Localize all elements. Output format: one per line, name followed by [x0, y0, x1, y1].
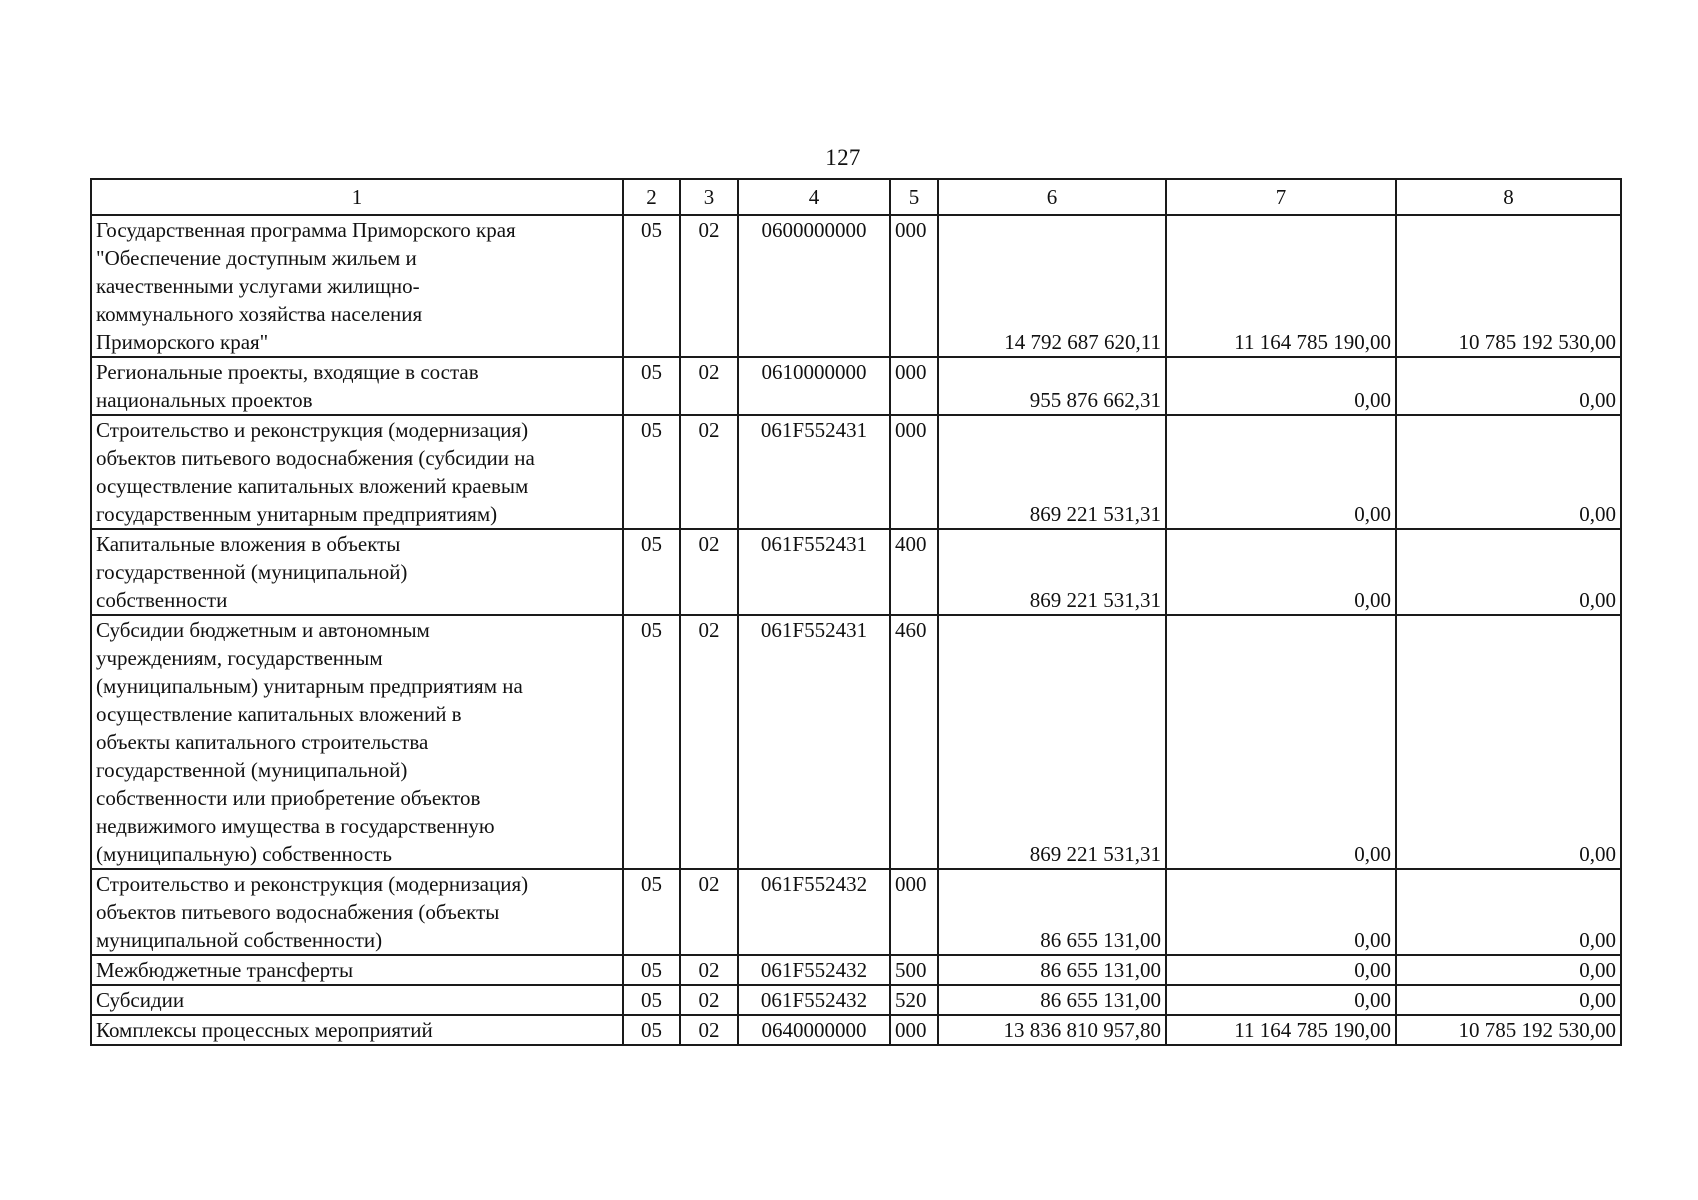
column-header: 3	[680, 179, 738, 215]
amount-year-3: 0,00	[1396, 615, 1621, 869]
column-header: 8	[1396, 179, 1621, 215]
row-name: Региональные проекты, входящие в состав национальных проектов	[91, 357, 623, 415]
column-header: 1	[91, 179, 623, 215]
subsection-code: 02	[680, 615, 738, 869]
amount-year-2: 0,00	[1166, 357, 1396, 415]
amount-year-2: 0,00	[1166, 985, 1396, 1015]
amount-year-3: 0,00	[1396, 869, 1621, 955]
table-row	[91, 215, 1621, 357]
subsection-code: 02	[680, 955, 738, 985]
page-number: 127	[825, 145, 861, 170]
subsection-code: 02	[680, 357, 738, 415]
subsection-code: 02	[680, 215, 738, 357]
amount-year-1: 13 836 810 957,80	[938, 1015, 1166, 1045]
amount-year-1: 869 221 531,31	[938, 415, 1166, 529]
table-row	[91, 869, 1621, 955]
row-name: Капитальные вложения в объекты государственной (муниципальной) собственности	[91, 529, 623, 615]
row-name: Комплексы процессных мероприятий	[91, 1015, 623, 1045]
section-code: 05	[623, 985, 680, 1015]
target-article-code: 061F552431	[738, 615, 890, 869]
budget-table	[90, 178, 1622, 1046]
table-row	[91, 955, 1621, 985]
table-row	[91, 529, 1621, 615]
row-name: Субсидии	[91, 985, 623, 1015]
expense-type-code: 000	[890, 869, 938, 955]
table-row	[91, 985, 1621, 1015]
row-name: Строительство и реконструкция (модернизация) объектов питьевого водоснабжения (объекты муниципальной собственности)	[91, 869, 623, 955]
amount-year-1: 869 221 531,31	[938, 615, 1166, 869]
amount-year-2: 0,00	[1166, 869, 1396, 955]
section-code: 05	[623, 955, 680, 985]
amount-year-1: 86 655 131,00	[938, 955, 1166, 985]
subsection-code: 02	[680, 1015, 738, 1045]
row-name: Межбюджетные трансферты	[91, 955, 623, 985]
expense-type-code: 460	[890, 615, 938, 869]
section-code: 05	[623, 1015, 680, 1045]
target-article-code: 061F552432	[738, 955, 890, 985]
section-code: 05	[623, 869, 680, 955]
expense-type-code: 000	[890, 1015, 938, 1045]
target-article-code: 061F552432	[738, 985, 890, 1015]
amount-year-1: 86 655 131,00	[938, 985, 1166, 1015]
amount-year-3: 0,00	[1396, 955, 1621, 985]
amount-year-3: 0,00	[1396, 529, 1621, 615]
table-row	[91, 1015, 1621, 1045]
amount-year-2: 0,00	[1166, 415, 1396, 529]
expense-type-code: 000	[890, 357, 938, 415]
section-code: 05	[623, 615, 680, 869]
subsection-code: 02	[680, 529, 738, 615]
amount-year-3: 10 785 192 530,00	[1396, 1015, 1621, 1045]
expense-type-code: 000	[890, 215, 938, 357]
target-article-code: 0640000000	[738, 1015, 890, 1045]
row-name: Государственная программа Приморского края "Обеспечение доступным жильем и качественными услугами жилищно- коммунального хозяйства населения Приморского края"	[91, 215, 623, 357]
column-header: 7	[1166, 179, 1396, 215]
amount-year-1: 869 221 531,31	[938, 529, 1166, 615]
amount-year-3: 0,00	[1396, 985, 1621, 1015]
amount-year-2: 11 164 785 190,00	[1166, 215, 1396, 357]
subsection-code: 02	[680, 985, 738, 1015]
section-code: 05	[623, 357, 680, 415]
subsection-code: 02	[680, 869, 738, 955]
target-article-code: 061F552431	[738, 415, 890, 529]
target-article-code: 061F552431	[738, 529, 890, 615]
expense-type-code: 500	[890, 955, 938, 985]
amount-year-1: 14 792 687 620,11	[938, 215, 1166, 357]
amount-year-1: 86 655 131,00	[938, 869, 1166, 955]
table-row	[91, 615, 1621, 869]
column-header: 2	[623, 179, 680, 215]
amount-year-1: 955 876 662,31	[938, 357, 1166, 415]
target-article-code: 0610000000	[738, 357, 890, 415]
section-code: 05	[623, 415, 680, 529]
target-article-code: 0600000000	[738, 215, 890, 357]
table-header-row	[91, 179, 1621, 215]
amount-year-3: 0,00	[1396, 357, 1621, 415]
row-name: Строительство и реконструкция (модернизация) объектов питьевого водоснабжения (субсидии на осуществление капитальных вложений краевым государственным унитарным предприятиям)	[91, 415, 623, 529]
subsection-code: 02	[680, 415, 738, 529]
expense-type-code: 520	[890, 985, 938, 1015]
expense-type-code: 400	[890, 529, 938, 615]
column-header: 5	[890, 179, 938, 215]
expense-type-code: 000	[890, 415, 938, 529]
table-row	[91, 357, 1621, 415]
amount-year-2: 0,00	[1166, 529, 1396, 615]
amount-year-2: 11 164 785 190,00	[1166, 1015, 1396, 1045]
amount-year-3: 10 785 192 530,00	[1396, 215, 1621, 357]
target-article-code: 061F552432	[738, 869, 890, 955]
column-header: 4	[738, 179, 890, 215]
amount-year-2: 0,00	[1166, 615, 1396, 869]
section-code: 05	[623, 529, 680, 615]
column-header: 6	[938, 179, 1166, 215]
row-name: Субсидии бюджетным и автономным учреждениям, государственным (муниципальным) унитарным предприятиям на осуществление капитальных вложений в объекты капитального строительства государственной (муниципальной) собственности или приобретение объектов недвижимого имущества в государственную (муниципальную) собственность	[91, 615, 623, 869]
table-row	[91, 415, 1621, 529]
amount-year-3: 0,00	[1396, 415, 1621, 529]
amount-year-2: 0,00	[1166, 955, 1396, 985]
section-code: 05	[623, 215, 680, 357]
